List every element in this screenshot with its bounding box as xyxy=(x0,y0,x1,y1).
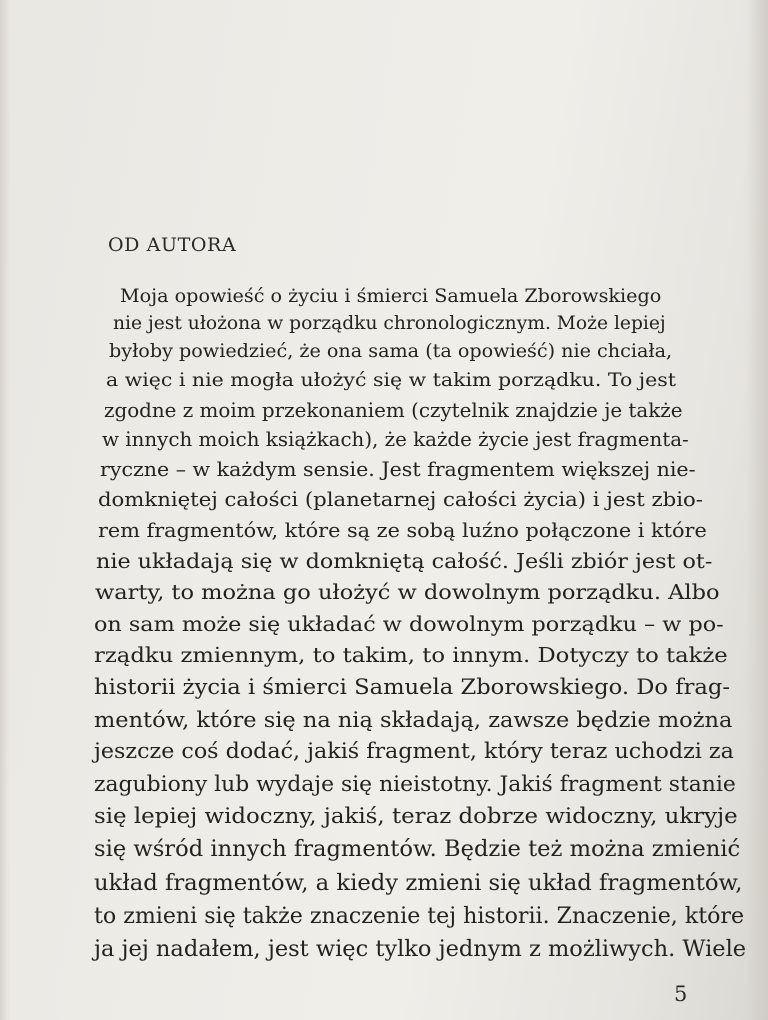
text-line: rządku zmiennym, to takim, to innym. Dotyczy to także xyxy=(94,643,728,667)
text-line: rem fragmentów, które są ze sobą luźno połączone i które xyxy=(98,518,707,542)
text-line: Moja opowieść o życiu i śmierci Samuela Zborowskiego xyxy=(120,286,662,307)
text-line: ryczne – w każdym sensie. Jest fragmentem większej nie- xyxy=(100,458,696,481)
text-line: to zmieni się także znaczenie tej historii. Znaczenie, które xyxy=(94,903,745,929)
text-line: w innych moich książkach), że każde życie jest fragmenta- xyxy=(102,428,689,451)
page-left-edge-shadow xyxy=(0,0,10,1020)
page-number: 5 xyxy=(674,982,688,1006)
text-line: a więc i nie mogła ułożyć się w takim porządku. To jest xyxy=(106,369,676,391)
page-right-edge-shadow xyxy=(746,0,768,1020)
text-line: warty, to można go ułożyć w dowolnym porządku. Albo xyxy=(95,580,720,604)
text-line: układ fragmentów, a kiedy zmieni się układ fragmentów, xyxy=(94,870,743,896)
text-line: byłoby powiedzieć, że ona sama (ta opowieść) nie chciała, xyxy=(109,341,673,362)
text-line: się wśród innych fragmentów. Będzie też można zmienić xyxy=(94,837,741,862)
text-line: historii życia i śmierci Samuela Zborowskiego. Do frag- xyxy=(94,675,731,699)
text-line: zagubiony lub wydaje się nieistotny. Jakiś fragment stanie xyxy=(94,772,736,797)
text-line: mentów, które się na nią składają, zawsze będzie można xyxy=(94,707,733,732)
text-line: nie układają się w domkniętą całość. Jeśli zbiór jest ot- xyxy=(96,549,713,573)
text-line: jeszcze coś dodać, jakiś fragment, który teraz uchodzi za xyxy=(94,739,734,764)
text-line: domkniętej całości (planetarnej całości życia) i jest zbio- xyxy=(98,488,703,511)
text-line: on sam może się układać w dowolnym porządku – w po- xyxy=(94,612,724,636)
section-heading: OD AUTORA xyxy=(108,234,237,256)
text-line: nie jest ułożona w porządku chronologicznym. Może lepiej xyxy=(113,313,666,334)
text-line: się lepiej widoczny, jakiś, teraz dobrze widoczny, ukryje xyxy=(94,804,738,829)
text-line: zgodne z moim przekonaniem (czytelnik znajdzie je także xyxy=(104,399,683,422)
text-line: ja jej nadałem, jest więc tylko jednym z możliwych. Wiele xyxy=(94,936,747,962)
